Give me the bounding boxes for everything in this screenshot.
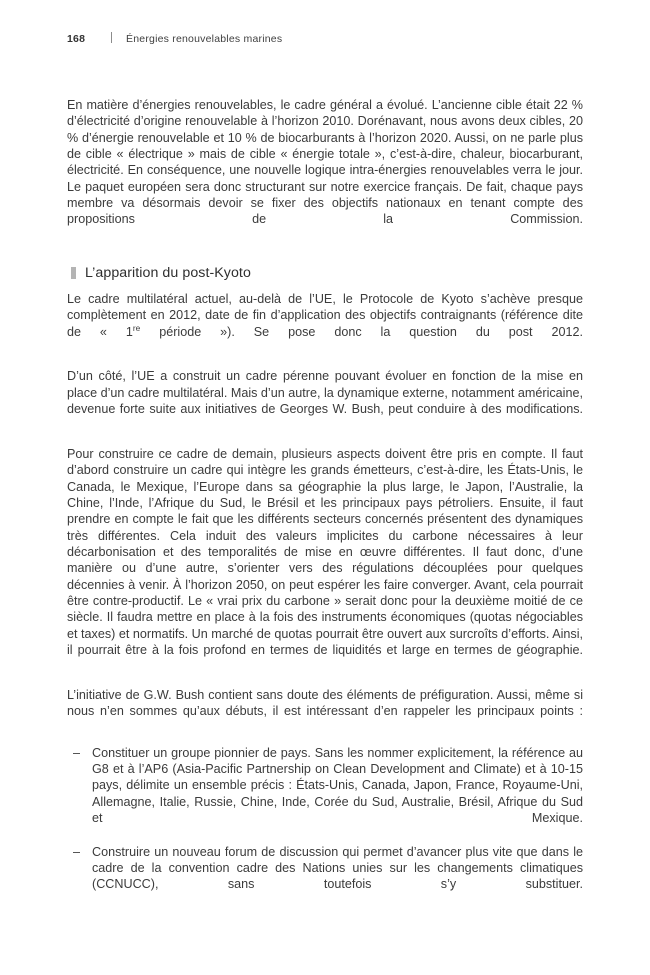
dash-bullet-icon: – (73, 844, 81, 859)
list-item-text: Construire un nouveau forum de discussion qui permet d’avancer plus vite que dans le cadre de la convention cadre des Nations unies sur les changements climatiques (CCNUCC), sans toutefois s’y substituer. (92, 844, 583, 892)
paragraph-intro: En matière d’énergies renouvelables, le cadre général a évolué. L’ancienne cible était 22 % d’électricité d’origine renouvelable à l’horizon 2010. Dorénavant, nous avons deux cibles, 20 % d’énergie renouvelable et 10 % de biocarburants à l’horizon 2020. Aussi, on ne parle plus de cible « électrique » mais de cible « énergie totale », c’est-à-dire, chaleur, biocarburant, électricité. En conséquence, une nouvelle logique intra-énergies renouvelables verra le jour. Le paquet européen sera donc structurant sur notre exercice français. De fait, chaque pays membre va désormais devoir se fixer des objectifs nationaux en tenant compte des propositions de la Commission. (67, 98, 583, 227)
running-head-title: Énergies renouvelables marines (126, 33, 283, 45)
bullet-list (67, 745, 583, 909)
ordinal-suffix: re (132, 322, 141, 333)
running-head-separator (111, 32, 112, 43)
paragraph-kyoto-4: L’initiative de G.W. Bush contient sans doute des éléments de préfiguration. Aussi, même si nous n’en sommes qu’aux débuts, il est intéressant d’en rappeler les principaux points : (67, 687, 583, 718)
section-heading-text: L’apparition du post-Kyoto (85, 265, 251, 282)
paragraph-kyoto-1-part-b: période »). Se pose donc la question du post 2012. (140, 324, 583, 339)
heading-marker-icon (71, 267, 76, 280)
section-heading (67, 264, 583, 282)
paragraph-kyoto-1 (67, 291, 583, 356)
running-head (67, 31, 282, 45)
list-item (70, 745, 583, 843)
paragraph-kyoto-3: Pour construire ce cadre de demain, plusieurs aspects doivent être pris en compte. Il faut d’abord construire un cadre qui intègre les grands émetteurs, c’est-à-dire, les États-Unis, le Canada, le Mexique, l’Europe dans sa géographie la plus large, le Japon, l’Australie, la Chine, l’Inde, l’Afrique du Sud, le Brésil et les principaux pays pétroliers. Ensuite, il faut prendre en compte le fait que les différents secteurs concernés présentent des dynamiques très différentes. Cela induit des valeurs implicites du carbone nécessaires à leur décarbonisation et des temporalités de mise en œuvre différentes. Il faut donc, d’une manière ou d’une autre, s’orienter vers des régulations découplées pour quelques décennies à venir. À l’horizon 2050, on peut espérer les faire converger. Avant, cela pourrait être contre-productif. Le « vrai prix du carbone » serait donc pour la deuxième moitié de ce siècle. Il faudra mettre en place à la fois des instruments économiques (quotas négociables et taxes) et normatifs. Un marché de quotas pourrait être ouvert aux surcroîts d’efforts. Ainsi, il pourrait être à la fois profond en termes de liquidités et large en termes de géographie. (67, 446, 583, 657)
dash-bullet-icon: – (73, 745, 81, 760)
page-content (67, 97, 583, 909)
page-number: 168 (67, 33, 86, 45)
list-item (70, 844, 583, 909)
list-item-text: Constituer un groupe pionnier de pays. Sans les nommer explicitement, la référence au G8 et à l’AP6 (Asia-Pacific Partnership on Clean Development and Climate) et à 10-15 pays, délimite un ensemble précis : États-Unis, Canada, Japon, France, Royaume-Uni, Allemagne, Italie, Russie, Chine, Inde, Corée du Sud, Australie, Brésil, Afrique du Sud et Mexique. (92, 745, 583, 826)
paragraph-kyoto-2: D’un côté, l’UE a construit un cadre pérenne pouvant évoluer en fonction de la mise en place d’un cadre multilatéral. Mais d’un autre, la dynamique externe, notamment américaine, devenue forte suite aux initiatives de Georges W. Bush, peut conduire à des modifications. (67, 369, 583, 417)
paragraph-kyoto-1-part-a: Le cadre multilatéral actuel, au-delà de l’UE, le Protocole de Kyoto s’achève presque complètement en 2012, date de fin d’application des objectifs contraignants (référence dite de « 1 (67, 292, 583, 339)
